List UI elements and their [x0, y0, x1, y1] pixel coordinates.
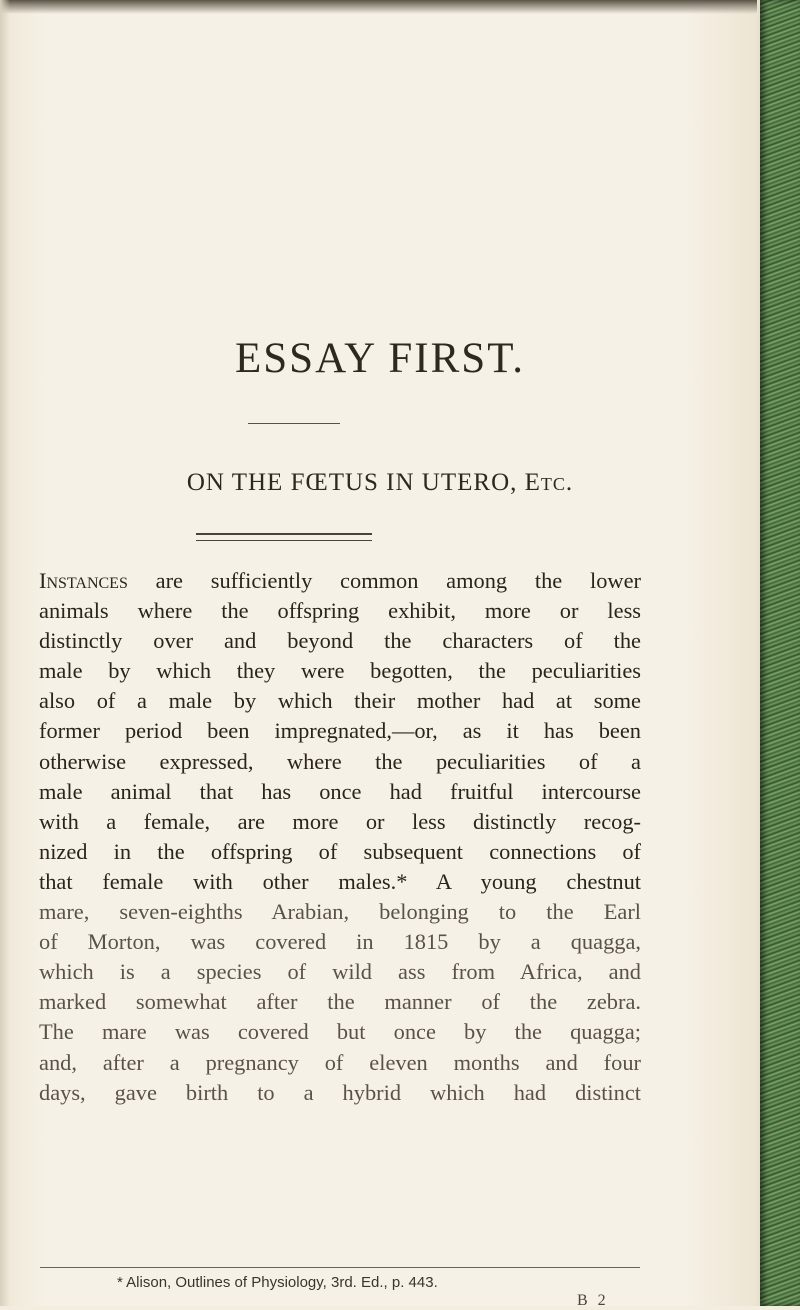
essay-title: ESSAY FIRST.	[234, 335, 526, 382]
body-line: male by which they were begotten, the peculiarities	[39, 658, 641, 684]
body-line: animals where the offspring exhibit, more or less	[39, 598, 641, 624]
subtitle-etc: Etc.	[524, 469, 574, 496]
body-line: that female with other males.* A young chestnut	[39, 868, 641, 894]
body-line: The mare was covered but once by the quagga;	[39, 1019, 641, 1045]
body-line: Instances are sufficiently common among the lower	[39, 568, 641, 593]
body-line: of Morton, was covered in 1815 by a quagga,	[39, 929, 641, 955]
body-line: male animal that has once had fruitful intercourse	[39, 778, 641, 804]
page-gutter-shadow	[0, 0, 10, 1306]
section-double-rule	[196, 533, 372, 541]
body-line: nized in the offspring of subsequent connections of	[39, 838, 641, 864]
book-cover-edge	[757, 0, 800, 1306]
body-line: distinctly over and beyond the characters of the	[39, 628, 641, 654]
lead-word: Instances	[39, 568, 128, 593]
subtitle-main: ON THE FŒTUS IN UTERO,	[186, 469, 525, 496]
essay-subtitle	[0, 469, 760, 497]
body-line: and, after a pregnancy of eleven months and four	[39, 1049, 641, 1075]
body-line: marked somewhat after the manner of the zebra.	[39, 989, 641, 1015]
body-line: with a female, are more or less distinctly recog-	[39, 808, 641, 834]
footnote: * Alison, Outlines of Physiology, 3rd. Ed., p. 443.	[117, 1274, 438, 1291]
body-paragraph	[39, 566, 641, 1108]
body-line: former period been impregnated,—or, as it has been	[39, 718, 641, 744]
signature-mark: B 2	[577, 1292, 609, 1309]
body-line: also of a male by which their mother had at some	[39, 688, 641, 714]
body-line: which is a species of wild ass from Africa, and	[39, 959, 641, 985]
body-line: days, gave birth to a hybrid which had distinct	[39, 1079, 641, 1105]
body-line: mare, seven-eighths Arabian, belonging to the Earl	[39, 899, 641, 925]
page-top-shadow	[0, 0, 760, 14]
footnote-rule	[40, 1267, 640, 1268]
title-rule	[248, 423, 340, 424]
body-line: otherwise expressed, where the peculiarities of a	[39, 748, 641, 774]
